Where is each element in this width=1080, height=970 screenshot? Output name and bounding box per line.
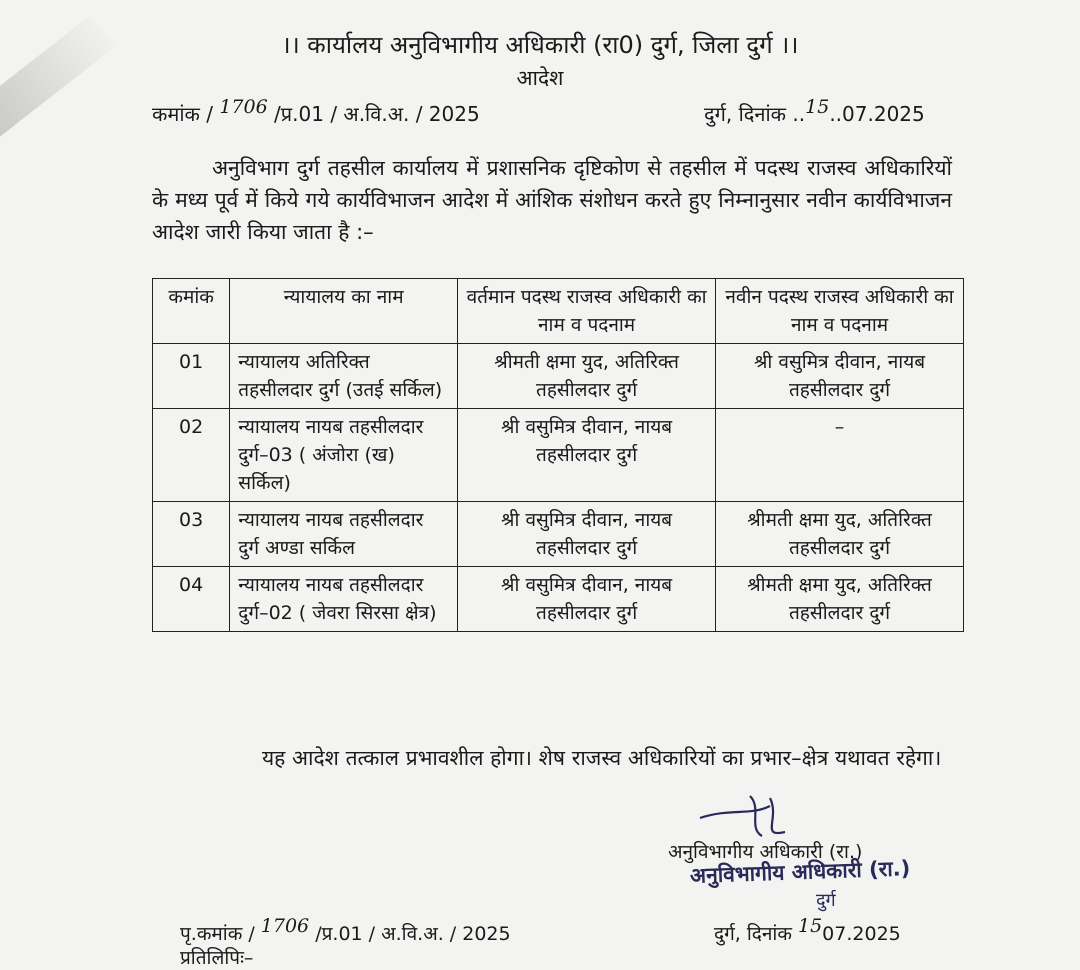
table-row	[153, 409, 964, 502]
row-court: न्यायालय नायब तहसीलदार दुर्ग–02 ( जेवरा सिरसा क्षेत्र)	[230, 567, 458, 632]
reference-suffix: /प्र.01 / अ.वि.अ. / 2025	[274, 102, 480, 126]
date-label: दुर्ग, दिनांक	[704, 102, 787, 126]
row-current-officer: श्री वसुमित्र दीवान, नायब तहसीलदार दुर्ग	[458, 502, 716, 567]
header-serial: कमांक	[153, 279, 230, 344]
row-serial: 03	[153, 502, 230, 567]
row-new-officer: –	[716, 409, 964, 502]
official-stamp: अनुविभागीय अधिकारी (रा.)	[689, 856, 911, 888]
copy-to-label: प्रतिलिपिः–	[180, 947, 254, 969]
date-month-year: 07.2025	[842, 102, 925, 126]
row-current-officer: श्री वसुमित्र दीवान, नायब तहसीलदार दुर्ग	[458, 409, 716, 502]
order-heading: आदेश	[516, 66, 564, 90]
endorsement-reference	[180, 915, 511, 946]
table-row	[153, 344, 964, 409]
endorsement-month-year: 07.2025	[822, 923, 901, 945]
intro-paragraph: अनुविभाग दुर्ग तहसील कार्यालय में प्रशासनिक दृष्टिकोण से तहसील में पदस्थ राजस्व अधिकारियों के मध्य पूर्व में किये गये कार्यविभाजन आदेश में आंशिक संशोधन करते हुए निम्नानुसार नवीन कार्यविभाजन आदेश जारी किया जाता है :–	[152, 156, 952, 244]
row-court: न्यायालय नायब तहसीलदार दुर्ग–03 ( अंजोरा (ख) सर्किल)	[230, 409, 458, 502]
closing-paragraph: यह आदेश तत्काल प्रभावशील होगा। शेष राजस्व अधिकारियों का प्रभार–क्षेत्र यथावत रहेगा।	[262, 746, 942, 770]
order-reference	[152, 96, 480, 127]
endorsement-suffix: /प्र.01 / अ.वि.अ. / 2025	[315, 923, 511, 945]
row-court: न्यायालय अतिरिक्त तहसीलदार दुर्ग (उतई सर्किल)	[230, 344, 458, 409]
reference-prefix: कमांक /	[152, 102, 213, 126]
row-new-officer: श्री वसुमित्र दीवान, नायब तहसीलदार दुर्ग	[716, 344, 964, 409]
row-court: न्यायालय नायब तहसीलदार दुर्ग अण्डा सर्किल	[230, 502, 458, 567]
header-current-officer: वर्तमान पदस्थ राजस्व अधिकारी का नाम व पदनाम	[458, 279, 716, 344]
header-new-officer: नवीन पदस्थ राजस्व अधिकारी का नाम व पदनाम	[716, 279, 964, 344]
row-serial: 04	[153, 567, 230, 632]
signatory-designation: अनुविभागीय अधिकारी (रा.)	[668, 841, 863, 863]
table-row	[153, 567, 964, 632]
date-day: 15	[805, 96, 830, 118]
reference-number: 1706	[219, 96, 268, 118]
table-header-row	[153, 279, 964, 344]
row-current-officer: श्रीमती क्षमा युद, अतिरिक्त तहसीलदार दुर्ग	[458, 344, 716, 409]
endorsement-number: 1706	[260, 915, 310, 937]
assignment-table	[152, 278, 964, 632]
endorsement-date-label: दुर्ग, दिनांक	[714, 923, 792, 945]
row-current-officer: श्री वसुमित्र दीवान, नायब तहसीलदार दुर्ग	[458, 567, 716, 632]
header-court: न्यायालय का नाम	[230, 279, 458, 344]
order-date: दुर्ग, दिनांक ..15..07.2025	[704, 96, 925, 126]
table-row	[153, 502, 964, 567]
row-serial: 02	[153, 409, 230, 502]
row-new-officer: श्रीमती क्षमा युद, अतिरिक्त तहसीलदार दुर्ग	[716, 567, 964, 632]
official-stamp-place: दुर्ग	[816, 890, 836, 911]
row-serial: 01	[153, 344, 230, 409]
endorsement-date	[714, 915, 901, 946]
row-new-officer: श्रीमती क्षमा युद, अतिरिक्त तहसीलदार दुर्ग	[716, 502, 964, 567]
office-title: ।। कार्यालय अनुविभागीय अधिकारी (रा0) दुर्ग, जिला दुर्ग ।।	[281, 31, 799, 59]
endorsement-prefix: पृ.कमांक /	[180, 923, 255, 945]
endorsement-day: 15	[797, 915, 823, 937]
